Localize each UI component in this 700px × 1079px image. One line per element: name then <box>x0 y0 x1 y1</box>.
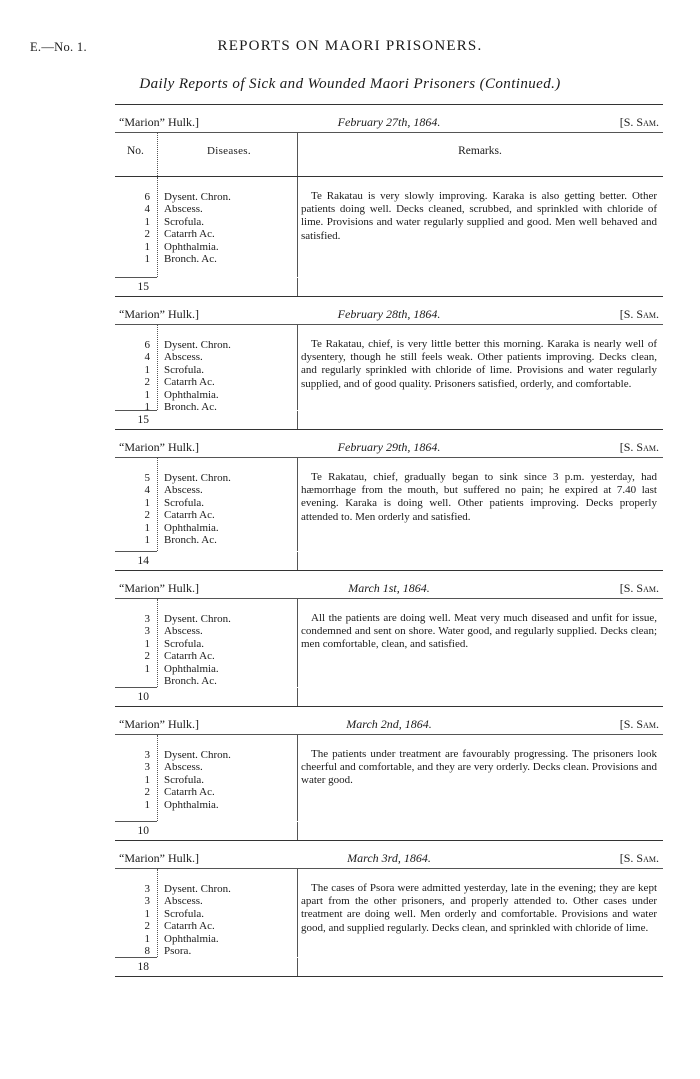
report-header <box>115 707 663 734</box>
report-header <box>115 571 663 598</box>
remarks-text: Te Rakatau, chief, is very little better this morning. Karaka is nearly well of dysentery, though he still feels weak. Other patients improving. Decks clean, and regularly sprinkled with chloride of lime. Provisions and water regularly supplied, and of good quality. Prisoners satisfied, orderly, and comfortable. <box>301 338 657 390</box>
surgeon-initials <box>620 115 659 130</box>
total-count <box>115 687 157 706</box>
disease-name: Dysent. Chron. <box>164 749 231 761</box>
surgeon-prefix: [S. <box>619 115 637 129</box>
report-date: February 29th, 1864. <box>337 440 441 454</box>
patient-count: 2 <box>144 228 150 241</box>
column-header-remarks: Remarks. <box>458 145 502 157</box>
patient-count: 2 <box>144 786 150 799</box>
section-bottom-rule <box>115 976 663 977</box>
disease-row <box>115 933 231 945</box>
disease-list <box>115 472 231 546</box>
disease-name: Bronch. Ac. <box>164 674 217 687</box>
patient-count: 1 <box>144 932 150 945</box>
surgeon-prefix: [S. <box>619 851 637 865</box>
patient-count: 4 <box>144 203 150 216</box>
patient-count: 2 <box>144 650 150 663</box>
patient-count: 1 <box>144 496 150 509</box>
report-date: March 1st, 1864. <box>348 581 430 595</box>
patient-count: 3 <box>144 895 150 908</box>
total-value: 10 <box>137 825 149 837</box>
disease-row <box>115 761 231 773</box>
report-date: February 27th, 1864. <box>337 115 441 129</box>
total-count <box>115 821 157 840</box>
page-title: REPORTS ON MAORI PRISONERS. <box>217 38 483 54</box>
disease-name: Scrofula. <box>164 363 205 376</box>
report-header <box>115 841 663 868</box>
patient-count: 1 <box>144 215 150 228</box>
report-section <box>115 571 663 707</box>
disease-name: Dysent. Chron. <box>164 613 231 625</box>
disease-row <box>115 945 231 957</box>
patient-count: 1 <box>144 533 150 546</box>
patient-count: 4 <box>144 351 150 364</box>
disease-name: Abscess. <box>164 625 203 638</box>
disease-list <box>115 339 231 413</box>
disease-row <box>115 376 231 388</box>
disease-row <box>115 497 231 509</box>
disease-name: Dysent. Chron. <box>164 191 231 203</box>
column-divider <box>297 278 298 296</box>
disease-name: Abscess. <box>164 484 203 497</box>
column-divider <box>297 411 298 429</box>
patient-count: 1 <box>144 388 150 401</box>
disease-name: Abscess. <box>164 761 203 774</box>
report-body <box>115 599 663 687</box>
hulk-name: “Marion” Hulk.] <box>119 440 199 454</box>
surgeon-name: Sam. <box>636 307 659 321</box>
patient-count: 1 <box>144 240 150 253</box>
hulk-name: “Marion” Hulk.] <box>119 851 199 865</box>
patient-count: 6 <box>144 191 150 203</box>
patient-count: 3 <box>144 883 150 895</box>
column-divider <box>297 599 298 687</box>
disease-row <box>115 241 231 253</box>
disease-name: Bronch. Ac. <box>164 400 217 413</box>
patient-count: 4 <box>144 484 150 497</box>
hulk-name: “Marion” Hulk.] <box>119 115 199 129</box>
disease-name: Ophthalmia. <box>164 932 219 945</box>
surgeon-initials <box>620 581 659 596</box>
patient-count: 5 <box>144 472 150 484</box>
patient-count: 1 <box>144 773 150 786</box>
total-count <box>115 957 157 976</box>
total-value: 18 <box>137 961 149 973</box>
disease-row <box>115 509 231 521</box>
remarks-text: The cases of Psora were admitted yesterday, late in the evening; they are kept apart from the other prisoners, and properly attended to. Other cases under treatment are doing well. Men orderly and comfortable. Provisions and water good, and supplied regularly. Decks clean, and sprinkled with chloride of lime. <box>301 882 657 934</box>
hulk-name: “Marion” Hulk.] <box>119 581 199 595</box>
column-divider <box>297 177 298 277</box>
disease-name: Catarrh Ac. <box>164 786 215 799</box>
report-header <box>115 105 663 132</box>
disease-row <box>115 883 231 895</box>
patient-count: 1 <box>144 363 150 376</box>
disease-name: Abscess. <box>164 203 203 216</box>
report-header <box>115 430 663 457</box>
disease-name: Ophthalmia. <box>164 798 219 811</box>
surgeon-initials <box>620 851 659 866</box>
disease-name: Catarrh Ac. <box>164 376 215 389</box>
column-divider <box>297 822 298 840</box>
total-value: 15 <box>137 414 149 426</box>
report-body <box>115 325 663 413</box>
page-reference: E.—No. 1. <box>30 40 87 54</box>
disease-row <box>115 364 231 376</box>
surgeon-prefix: [S. <box>619 581 637 595</box>
patient-count: 3 <box>144 761 150 774</box>
disease-row <box>115 663 231 675</box>
patient-count: 1 <box>144 662 150 675</box>
disease-row <box>115 774 231 786</box>
disease-row <box>115 638 231 650</box>
column-divider <box>297 958 298 976</box>
report-section <box>115 430 663 571</box>
report-body <box>115 735 663 821</box>
disease-row <box>115 625 231 637</box>
disease-row <box>115 228 231 240</box>
surgeon-name: Sam. <box>636 581 659 595</box>
remarks-text: The patients under treatment are favourably progressing. The prisoners look cheerful and comfortable, and they are very orderly. Decks clean. Provisions and water good. <box>301 748 657 787</box>
surgeon-initials <box>620 717 659 732</box>
surgeon-name: Sam. <box>636 115 659 129</box>
surgeon-initials <box>620 307 659 322</box>
total-value: 15 <box>137 281 149 293</box>
surgeon-name: Sam. <box>636 717 659 731</box>
remarks-text: Te Rakatau, chief, gradually began to sink since 3 p.m. yesterday, had hæmorrhage from the mouth, but suffered no pain; he expired at 7.40 last evening. Karaka is doing well. Other patients improving. Decks properly attended to. Men orderly and satisfied. <box>301 471 657 523</box>
column-header-diseases: Diseases. <box>207 145 251 157</box>
remarks-text: Te Rakatau is very slowly improving. Karaka is also getting better. Other patients doing well. Decks cleaned, scrubbed, and sprinkled with chloride of lime. Provisions and water regularly supplied and good. Men well behaved and satisfied. <box>301 190 657 242</box>
surgeon-prefix: [S. <box>619 717 637 731</box>
disease-name: Bronch. Ac. <box>164 533 217 546</box>
disease-row <box>115 534 231 546</box>
disease-row <box>115 253 231 265</box>
disease-row <box>115 351 231 363</box>
surgeon-prefix: [S. <box>619 307 637 321</box>
disease-row <box>115 191 231 203</box>
patient-count: 1 <box>144 400 150 413</box>
disease-list <box>115 883 231 957</box>
reports-table <box>115 104 663 977</box>
disease-name: Dysent. Chron. <box>164 339 231 351</box>
patient-count: 1 <box>144 521 150 534</box>
column-divider <box>297 735 298 821</box>
disease-row <box>115 786 231 798</box>
patient-count: 3 <box>144 749 150 761</box>
disease-row <box>115 799 231 811</box>
disease-row <box>115 522 231 534</box>
surgeon-prefix: [S. <box>619 440 637 454</box>
disease-row <box>115 749 231 761</box>
patient-count: 1 <box>144 637 150 650</box>
disease-name: Psora. <box>164 944 192 957</box>
patient-count: 3 <box>144 613 150 625</box>
patient-count: 2 <box>144 509 150 522</box>
report-section <box>115 297 663 430</box>
hulk-name: “Marion” Hulk.] <box>119 717 199 731</box>
report-body <box>115 458 663 551</box>
total-value: 14 <box>137 555 149 567</box>
disease-name: Bronch. Ac. <box>164 252 217 265</box>
column-divider <box>297 869 298 957</box>
disease-row <box>115 216 231 228</box>
disease-name: Abscess. <box>164 351 203 364</box>
disease-name: Catarrh Ac. <box>164 509 215 522</box>
column-divider <box>297 552 298 570</box>
disease-row <box>115 339 231 351</box>
hulk-name: “Marion” Hulk.] <box>119 307 199 321</box>
disease-name: Catarrh Ac. <box>164 920 215 933</box>
column-headers <box>115 133 663 176</box>
report-body <box>115 177 663 277</box>
report-section <box>115 105 663 297</box>
column-header-no: No. <box>127 145 144 157</box>
disease-row <box>115 920 231 932</box>
disease-list <box>115 191 231 265</box>
total-count <box>115 277 157 296</box>
disease-name: Scrofula. <box>164 215 205 228</box>
disease-row <box>115 675 231 687</box>
disease-name: Dysent. Chron. <box>164 883 231 895</box>
disease-row <box>115 472 231 484</box>
disease-row <box>115 650 231 662</box>
report-body <box>115 869 663 957</box>
disease-name: Catarrh Ac. <box>164 228 215 241</box>
patient-count: 3 <box>144 625 150 638</box>
report-section <box>115 841 663 977</box>
surgeon-name: Sam. <box>636 851 659 865</box>
disease-row <box>115 389 231 401</box>
report-header <box>115 297 663 324</box>
disease-list <box>115 613 231 687</box>
disease-row <box>115 613 231 625</box>
disease-name: Ophthalmia. <box>164 388 219 401</box>
disease-row <box>115 895 231 907</box>
page-subtitle: Daily Reports of Sick and Wounded Maori Prisoners (Continued.) <box>139 76 561 92</box>
disease-name: Ophthalmia. <box>164 662 219 675</box>
disease-name: Ophthalmia. <box>164 521 219 534</box>
column-divider <box>297 688 298 706</box>
disease-name: Catarrh Ac. <box>164 650 215 663</box>
report-date: February 28th, 1864. <box>337 307 441 321</box>
patient-count: 2 <box>144 376 150 389</box>
disease-row <box>115 203 231 215</box>
disease-name: Scrofula. <box>164 496 205 509</box>
patient-count: 2 <box>144 920 150 933</box>
column-divider <box>297 458 298 551</box>
disease-row <box>115 908 231 920</box>
remarks-text: All the patients are doing well. Meat very much diseased and unfit for issue, condemned and sent on shore. Water good, and regularly supplied. Decks clean; men comfortable, clean, and satisfied. <box>301 612 657 651</box>
disease-name: Scrofula. <box>164 773 205 786</box>
column-divider <box>297 325 298 410</box>
disease-name: Scrofula. <box>164 637 205 650</box>
surgeon-initials <box>620 440 659 455</box>
report-section <box>115 707 663 841</box>
patient-count: 1 <box>144 907 150 920</box>
patient-count: 1 <box>144 798 150 811</box>
disease-name: Scrofula. <box>164 907 205 920</box>
patient-count: 6 <box>144 339 150 351</box>
total-count <box>115 551 157 570</box>
report-date: March 2nd, 1864. <box>346 717 432 731</box>
disease-list <box>115 749 231 811</box>
report-date: March 3rd, 1864. <box>347 851 431 865</box>
disease-row <box>115 484 231 496</box>
surgeon-name: Sam. <box>636 440 659 454</box>
disease-name: Abscess. <box>164 895 203 908</box>
patient-count: 8 <box>144 944 150 957</box>
disease-name: Dysent. Chron. <box>164 472 231 484</box>
total-value: 10 <box>137 691 149 703</box>
disease-name: Ophthalmia. <box>164 240 219 253</box>
patient-count: 1 <box>144 252 150 265</box>
column-divider <box>157 133 158 176</box>
total-count <box>115 410 157 429</box>
